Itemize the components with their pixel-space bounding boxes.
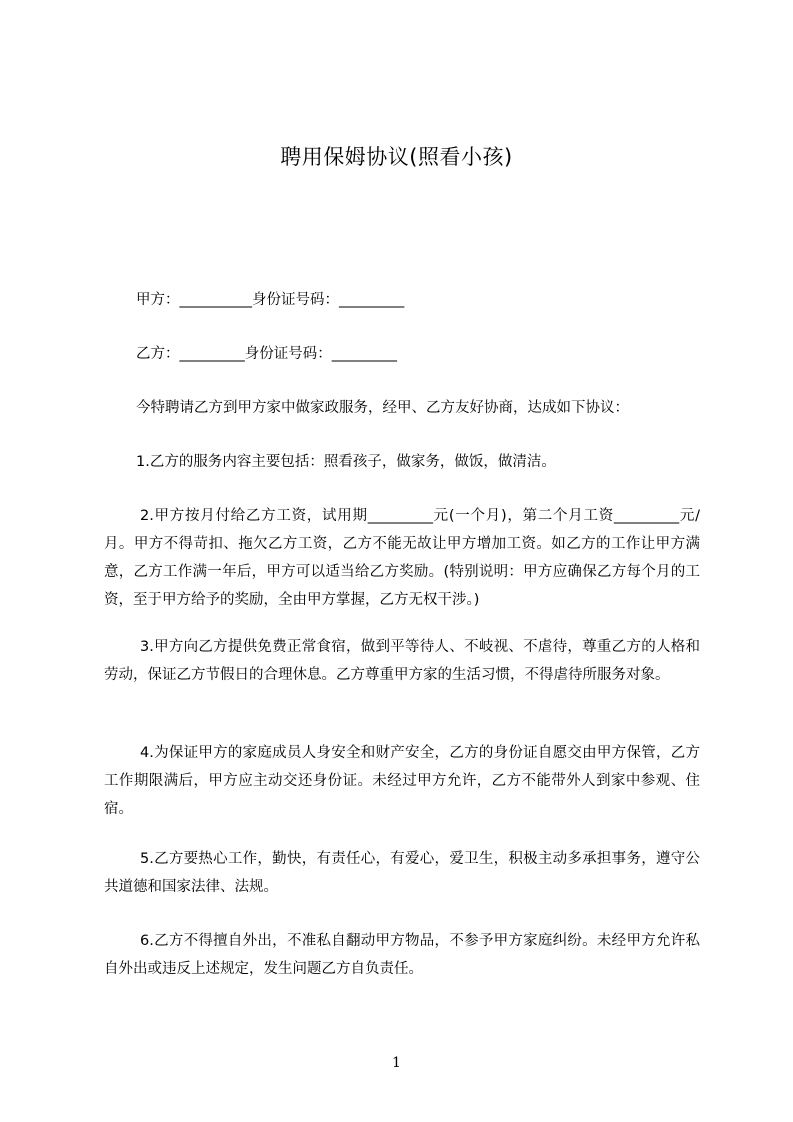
clause-4: 4.为保证甲方的家庭成员人身安全和财产安全，乙方的身份证自愿交由甲方保管，乙方工作期限满后，甲方应主动交还身份证。未经过甲方允许，乙方不能带外人到家中参观、住宿。 bbox=[104, 745, 700, 817]
document-title: 聘用保姆协议(照看小孩) bbox=[280, 145, 513, 169]
page-number: 1 bbox=[392, 1055, 401, 1071]
party-b-line: 乙方：_________身份证号码：_________ bbox=[136, 346, 397, 362]
clause-6: 6.乙方不得擅自外出，不准私自翻动甲方物品，不参予甲方家庭纠纷。未经甲方允许私自外出或违反上述规定，发生问题乙方自负责任。 bbox=[104, 933, 700, 977]
clause-1: 1.乙方的服务内容主要包括：照看孩子，做家务，做饭，做清洁。 bbox=[136, 454, 556, 470]
intro-paragraph: 今特聘请乙方到甲方家中做家政服务，经甲、乙方友好协商，达成如下协议： bbox=[136, 400, 629, 416]
clause-3: 3.甲方向乙方提供免费正常食宿，做到平等待人、不岐视、不虐待，尊重乙方的人格和劳动，保证乙方节假日的合理休息。乙方尊重甲方家的生活习惯，不得虐待所服务对象。 bbox=[104, 639, 700, 683]
party-a-line: 甲方：__________身份证号码：_________ bbox=[136, 292, 405, 308]
clause-2: 2.甲方按月付给乙方工资，试用期_________元(一个月)，第二个月工资_________元/月。甲方不得苛扣、拖欠乙方工资，乙方不能无故让甲方增加工资。如乙方的工作让甲方满意，乙方工作满一年后，甲方可以适当给乙方奖励。(特别说明：甲方应确保乙方每个月的工资，至于甲方给予的奖励，全由甲方掌握，乙方无权干涉。) bbox=[104, 508, 701, 608]
clause-5: 5.乙方要热心工作，勤快，有责任心，有爱心，爱卫生，积极主动多承担事务，遵守公共道德和国家法律、法规。 bbox=[104, 851, 700, 895]
